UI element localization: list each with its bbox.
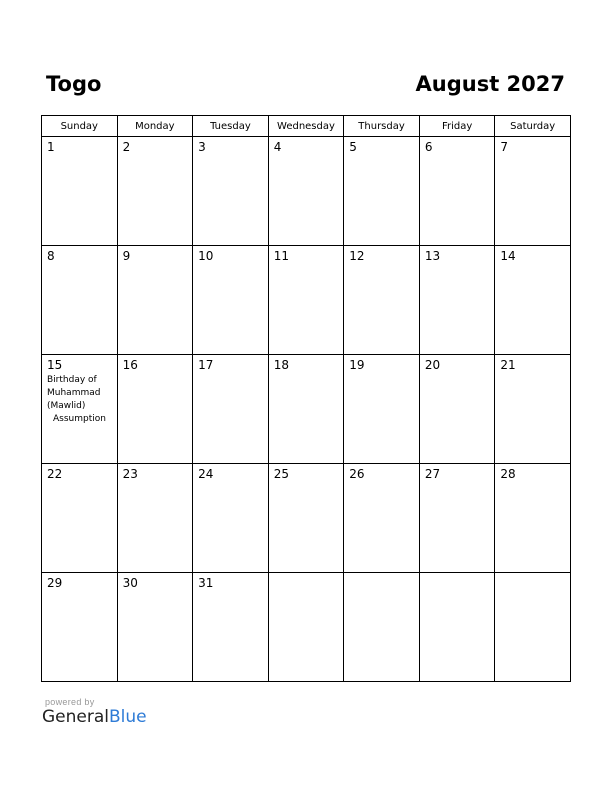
day-cell	[193, 355, 269, 464]
day-cell	[42, 246, 118, 355]
day-number: 29	[47, 576, 63, 590]
weekday-saturday: Saturday	[495, 116, 571, 137]
week-row	[42, 246, 571, 355]
day-cell	[419, 355, 495, 464]
generalblue-logo[interactable]	[42, 707, 147, 727]
day-cell	[117, 464, 193, 573]
logo-general-text: General	[42, 707, 109, 727]
day-number: 23	[122, 467, 138, 481]
day-number: 30	[122, 576, 138, 590]
day-cell	[495, 355, 571, 464]
day-number: 20	[424, 358, 441, 372]
week-row	[42, 137, 571, 246]
day-cell	[117, 246, 193, 355]
day-cell	[495, 137, 571, 246]
day-number: 5	[349, 140, 357, 154]
day-number: 15	[47, 358, 63, 372]
day-cell	[419, 137, 495, 246]
powered-by-label: powered by	[45, 697, 95, 707]
day-number: 26	[349, 467, 365, 481]
empty-day-cell	[419, 573, 495, 682]
day-number: 22	[47, 467, 63, 481]
day-number: 9	[122, 249, 131, 263]
day-number: 12	[349, 249, 365, 263]
day-number: 31	[198, 576, 214, 590]
day-number: 6	[424, 140, 433, 154]
day-cell	[495, 246, 571, 355]
weekday-tuesday: Tuesday	[193, 116, 269, 137]
day-number: 1	[47, 140, 55, 154]
day-number: 27	[424, 467, 441, 481]
day-cell	[268, 137, 344, 246]
day-cell	[344, 246, 420, 355]
day-cell	[268, 246, 344, 355]
day-cell	[268, 355, 344, 464]
day-number: 10	[198, 249, 214, 263]
day-cell	[419, 246, 495, 355]
day-cell	[344, 137, 420, 246]
day-number: 14	[500, 249, 516, 263]
day-number: 2	[122, 140, 131, 154]
logo-blue-text: Blue	[109, 707, 147, 727]
weekday-sunday: Sunday	[42, 116, 118, 137]
day-number: 25	[273, 467, 289, 481]
day-cell	[117, 355, 193, 464]
weekday-wednesday: Wednesday	[268, 116, 344, 137]
day-cell	[42, 355, 118, 464]
day-number: 3	[198, 140, 206, 154]
month-year-title: August 2027	[415, 72, 565, 96]
day-cell	[117, 573, 193, 682]
day-number: 4	[273, 140, 282, 154]
day-number: 18	[273, 358, 289, 372]
day-cell	[268, 464, 344, 573]
weekday-friday: Friday	[419, 116, 495, 137]
day-number: 8	[47, 249, 55, 263]
day-number: 11	[273, 249, 289, 263]
week-row	[42, 573, 571, 682]
day-cell	[344, 464, 420, 573]
day-cell	[193, 246, 269, 355]
day-cell	[117, 137, 193, 246]
day-cell	[344, 355, 420, 464]
empty-day-cell	[495, 573, 571, 682]
empty-day-cell	[268, 573, 344, 682]
day-number: 16	[122, 358, 138, 372]
weekday-thursday: Thursday	[344, 116, 420, 137]
day-number: 7	[500, 140, 509, 154]
day-cell	[193, 137, 269, 246]
day-number: 28	[500, 467, 516, 481]
empty-day-cell	[344, 573, 420, 682]
day-cell	[193, 464, 269, 573]
day-cell	[42, 573, 118, 682]
holiday-event: Assumption	[53, 414, 106, 424]
day-number: 13	[424, 249, 441, 263]
week-row	[42, 355, 571, 464]
day-number: 21	[500, 358, 516, 372]
country-title: Togo	[46, 72, 102, 96]
day-cell	[419, 464, 495, 573]
day-cell	[193, 573, 269, 682]
weekday-monday: Monday	[117, 116, 193, 137]
day-cell	[42, 137, 118, 246]
weekday-header-row	[42, 116, 571, 137]
calendar-grid	[41, 115, 571, 682]
week-row	[42, 464, 571, 573]
day-cell	[42, 464, 118, 573]
day-number: 17	[198, 358, 214, 372]
day-cell	[495, 464, 571, 573]
day-number: 24	[198, 467, 214, 481]
day-number: 19	[349, 358, 365, 372]
holiday-event: Birthday of Muhammad (Mawlid)	[47, 375, 101, 411]
